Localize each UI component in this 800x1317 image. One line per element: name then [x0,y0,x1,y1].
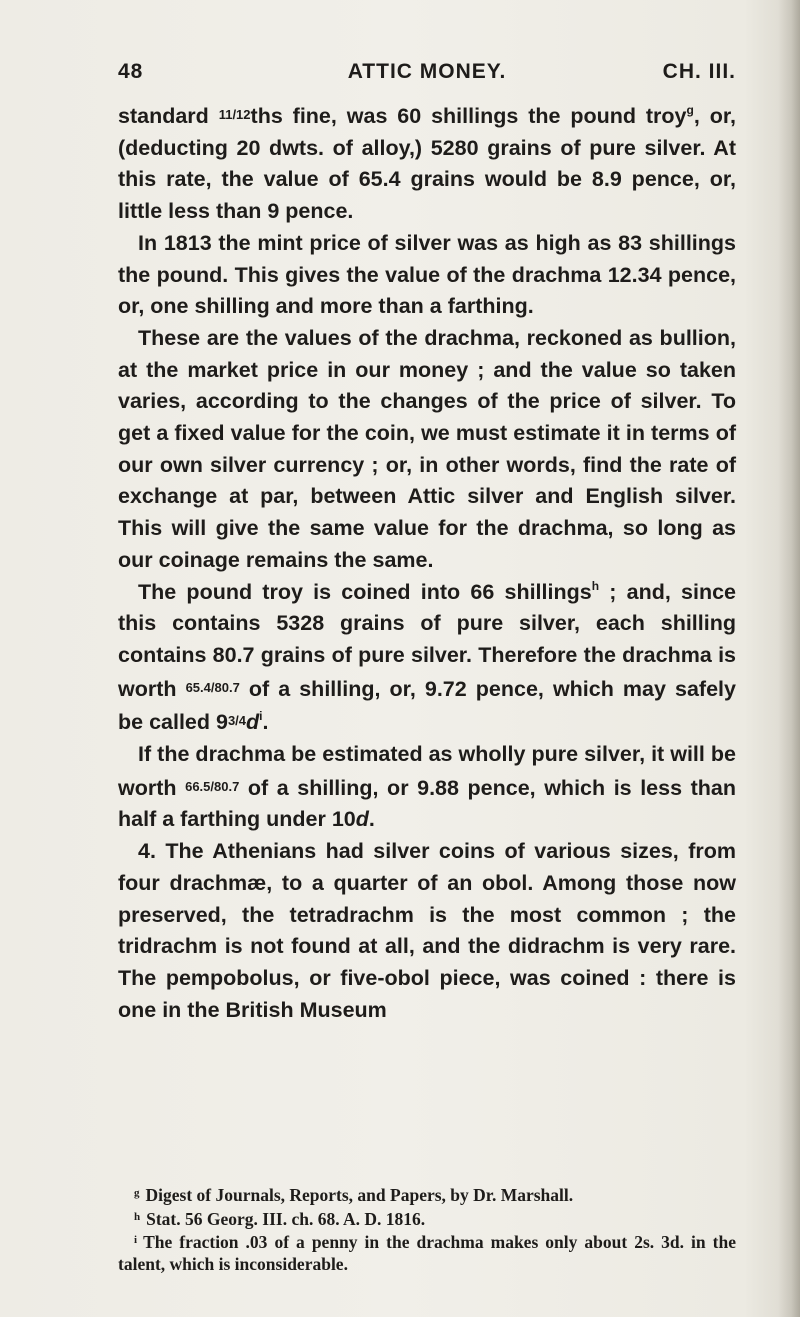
running-head: ATTIC MONEY. [347,60,507,83]
page-edge-shadow [778,0,800,1317]
fraction: 11/12 [218,107,251,122]
page-header [118,60,736,90]
footnote-h: $^h$ Stat. 56 Georg. III. ch. 68. A. D. 1816. [134,1208,426,1229]
paragraph-5: If the drachma be estimated as wholly pure silver, it will be worth 66.5/80.7 of a shilling, or 9.88 pence, which is less than half a farthing under 10d. [118,742,736,832]
paragraph-1: standard 11/12ths fine, was 60 shillings the pound troy$^g$, or, (deducting 20 dwts. of alloy,) 5280 grains of pure silver. At this rate, the value of 65.4 grains would be 8.9 pence, or, little less than 9 pence. [118,103,737,224]
chapter-label: CH. III. [662,60,736,83]
fraction: 66.5/80.7 [185,778,240,794]
footnote-ref-g: g [686,103,694,117]
footnote-ref-i: i [259,709,263,724]
page-number: 48 [118,60,144,83]
paragraph-section-4: 4. The Athenians had silver coins of various sizes, from four drachmæ, to a quarter of an obol. Among those now preserved, the tetradrachm is the most common ; the tridrachm is not found at all, and the didrachm is very rare. The pempobolus, or five-obol piece, was coined : there is one in the British Museum [118,839,736,1022]
footnote-i: $^i$ The fraction .03 of a penny in the drachma makes only about 2s. 3d. in the talent, which is inconsiderable. [118,1232,736,1274]
footnote-g: $^g$ Digest of Journals, Reports, and Papers, by Dr. Marshall. [134,1185,574,1205]
fraction: 3/4 [227,713,247,729]
paragraph-4: The pound troy is coined into 66 shillings$^h$ ; and, since this contains 5328 grains of pure silver, each shilling contains 80.7 grains of pure silver. Therefore the drachma is worth 65.4/80.7 of a shilling, or, 9.72 pence, which may safely be called $93/4d^i$. [118,578,737,735]
fraction: 65.4/80.7 [185,679,240,695]
footnote-ref-h: h [591,578,600,593]
paragraph-2: In 1813 the mint price of silver was as high as 83 shillings the pound. This gives the value of the drachma 12.34 pence, or, one shilling and more than a farthing. [118,230,736,319]
footnotes [118,1183,736,1275]
body-text [118,99,736,1026]
paragraph-3: These are the values of the drachma, reckoned as bullion, at the market price in our money ; and the value so taken varies, according to the changes of the price of silver. To get a fixed value for the coin, we must estimate it in terms of our own silver currency ; or, in other words, find the rate of exchange at par, between Attic silver and English silver. This will give the same value for the drachma, so long as our coinage remains the same. [118,325,736,572]
